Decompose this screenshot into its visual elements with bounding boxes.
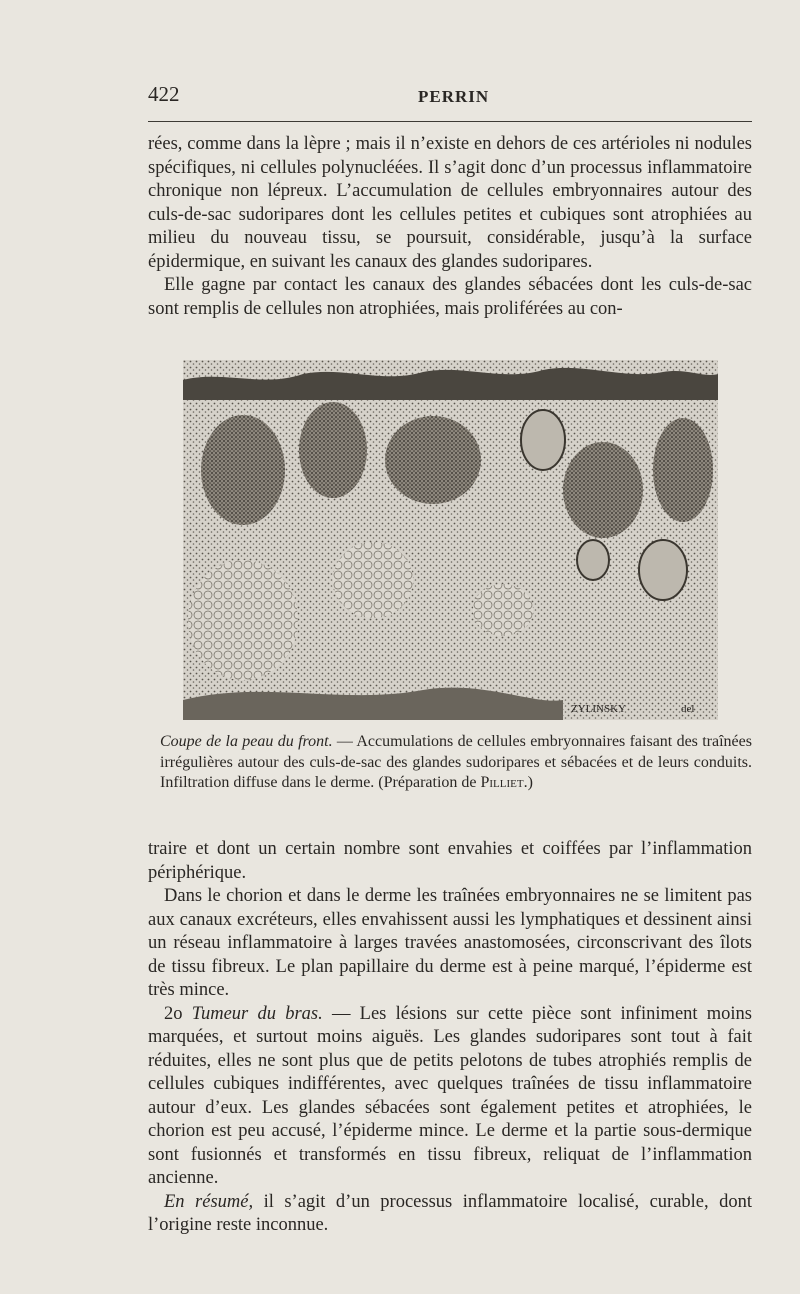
section-text: — Les lésions sur cette pièce sont infiniment moins marquées, et surtout moins aiguës. Les glandes sudoripares sont tout à fait réduites, elles ne sont plus que de petits pelotons de tubes atrophiés remplis de cellules cubiques indifférentes, avec quelques traînées de tissu inflammatoire autour d’eux. Les glandes sébacées sont également petites et atrophiées, le chorion est peu accusé, l’épiderme mince. Le derme et la partie sous-dermique sont fusionnés et transformés en tissu fibreux, reliquat de l’inflammation ancienne.	[148, 1003, 752, 1188]
sebaceous-gland	[577, 540, 609, 580]
header-rule	[148, 121, 752, 122]
gland-cluster	[653, 418, 713, 522]
section-number: 2o	[164, 1003, 192, 1024]
caption-end: .)	[523, 774, 533, 791]
caption-lead: Coupe de la peau du front.	[160, 733, 333, 750]
gland-cluster	[385, 416, 481, 504]
text-block-top	[148, 133, 752, 321]
fat-lobule	[333, 542, 413, 618]
paragraph-resume	[148, 1191, 752, 1238]
paragraph-tumeur	[148, 1003, 752, 1191]
gland-cluster	[201, 415, 285, 525]
page-header	[148, 82, 752, 112]
resume-text: il s’agit d’un processus inflammatoire localisé, curable, dont l’origine reste inconnue.	[148, 1191, 753, 1235]
paragraph-continued: rées, comme dans la lèpre ; mais il n’existe en dehors de ces artérioles ni nodules spécifiques, ni cellules polynucléées. Il s’agit donc d’un processus inflammatoire chronique non lépreux. L’accumulation de cellules embryonnaires autour des culs-de-sac sudoripares dont les cellules petites et cubiques sont atrophiées au milieu du nouveau tissu, se poursuit, considérable, jusqu’à la surface épidermique, en suivant les canaux des glandes sudoripares.	[148, 134, 752, 272]
gland-cluster	[563, 442, 643, 538]
illustrator-signature-suffix: del	[681, 703, 695, 715]
skin-section-illustration	[183, 360, 718, 720]
caption-author: Pilliet	[480, 774, 524, 791]
text-block-bottom	[148, 838, 752, 1238]
illustrator-signature: ZYLINSKY	[571, 703, 626, 715]
caption-text: — Accumulations de cellules embryonnaires faisant des traînées irrégulières autour des culs-de-sac des glandes sudoripares et sébacées et de leurs conduits. Infiltration diffuse dans le derme. (Préparation de	[160, 733, 752, 791]
gland-cluster	[299, 402, 367, 498]
resume-lead: En résumé,	[164, 1191, 254, 1212]
section-title: Tumeur du bras.	[191, 1003, 323, 1024]
fat-lobule	[473, 584, 533, 636]
page-number: 422	[148, 82, 180, 106]
fat-lobule	[188, 560, 298, 680]
paragraph-chorion: Dans le chorion et dans le derme les traînées embryonnaires ne se limitent pas aux canaux excréteurs, elles envahissent aussi les lymphatiques et dessinent ainsi un réseau inflammatoire à larges travées anastomosées, circonscrivant des îlots de tissu fibreux. Le plan papillaire du derme est à peine marqué, l’épiderme est très mince.	[148, 886, 752, 1000]
paragraph-glands: Elle gagne par contact les canaux des glandes sébacées dont les culs-de-sac sont remplis de cellules non atrophiées, mais proliférées au con-	[148, 275, 752, 319]
histology-figure	[183, 360, 718, 720]
sebaceous-gland	[639, 540, 687, 600]
running-head: PERRIN	[418, 87, 490, 106]
sebaceous-gland	[521, 410, 565, 470]
figure-caption	[160, 732, 752, 794]
paragraph-continuation: traire et dont un certain nombre sont envahies et coiffées par l’inflammation périphérique.	[148, 839, 752, 883]
